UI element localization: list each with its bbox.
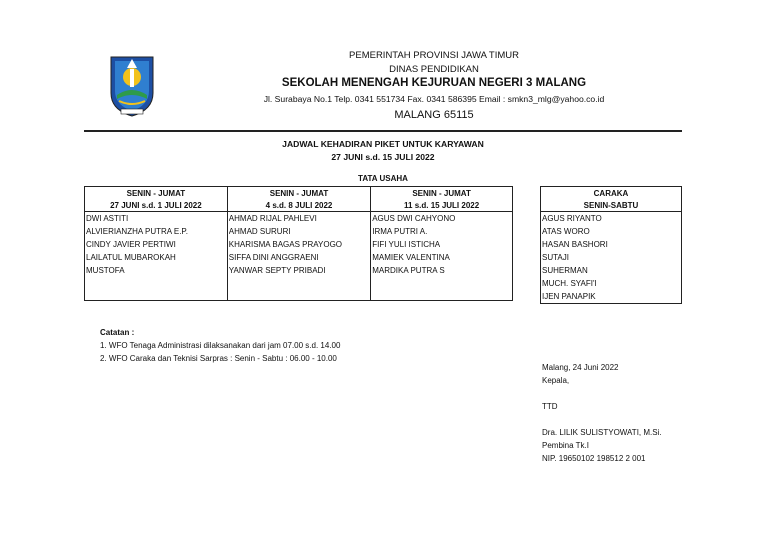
document-title: JADWAL KEHADIRAN PIKET UNTUK KARYAWAN	[282, 139, 484, 149]
list-item: IJEN PANAPIK	[542, 292, 596, 301]
list-item: SUTAJI	[542, 253, 569, 262]
list-item: LAILATUL MUBAROKAH	[86, 253, 176, 262]
list-item: AHMAD SURURI	[228, 227, 291, 236]
column-day-header: SENIN - JUMAT	[227, 187, 370, 200]
list-item: DWI ASTITI	[86, 214, 129, 223]
document-period: 27 JUNI s.d. 15 JULI 2022	[331, 152, 435, 162]
column-day-header: SENIN - JUMAT	[85, 187, 228, 200]
header-divider	[84, 130, 682, 132]
column-date-header: 4 s.d. 8 JULI 2022	[227, 199, 370, 212]
note-item: 1. WFO Tenaga Administrasi dilaksanakan dari jam 07.00 s.d. 14.00	[100, 341, 341, 350]
header-government: PEMERINTAH PROVINSI JAWA TIMUR	[349, 50, 519, 61]
header-agency: DINAS PENDIDIKAN	[389, 64, 479, 75]
notes-section	[100, 326, 340, 365]
list-item: MUSTOFA	[86, 266, 125, 275]
signature-name: Dra. LILIK SULISTYOWATI, M.Si.	[542, 428, 662, 437]
signature-place-date: Malang, 24 Juni 2022	[542, 363, 619, 372]
signature-role: Kepala,	[542, 376, 570, 385]
list-item: KHARISMA BAGAS PRAYOGO	[228, 240, 343, 249]
signature-ttd: TTD	[542, 402, 558, 411]
list-item: MARDIKA PUTRA S	[372, 266, 445, 275]
list-item: ATAS WORO	[542, 227, 590, 236]
list-item: YANWAR SEPTY PRIBADI	[228, 266, 326, 275]
list-item: ALVIERIANZHA PUTRA E.P.	[86, 227, 188, 236]
list-item: FIFI YULI ISTICHA	[372, 240, 441, 249]
caraka-title-header: CARAKA	[541, 187, 682, 200]
column-day-header: SENIN - JUMAT	[371, 187, 513, 200]
list-item: AGUS DWI CAHYONO	[372, 214, 456, 223]
list-item: MUCH. SYAFI'I	[542, 279, 597, 288]
week3-names-cell	[371, 212, 513, 301]
list-item: AHMAD RIJAL PAHLEVI	[228, 214, 317, 223]
week1-names-cell	[85, 212, 228, 301]
header-school-name: SEKOLAH MENENGAH KEJURUAN NEGERI 3 MALANG	[281, 77, 587, 89]
week2-names-cell	[227, 212, 370, 301]
list-item: MAMIEK VALENTINA	[372, 253, 450, 262]
list-item: AGUS RIYANTO	[542, 214, 602, 223]
note-item: 2. WFO Caraka dan Teknisi Sarpras : Senin - Sabtu : 06.00 - 10.00	[100, 354, 337, 363]
caraka-schedule-table	[540, 186, 682, 304]
column-date-header: 11 s.d. 15 JULI 2022	[371, 199, 513, 212]
list-item: SUHERMAN	[542, 266, 588, 275]
list-item: SIFFA DINI ANGGRAENI	[228, 253, 319, 262]
list-item: HASAN BASHORI	[542, 240, 608, 249]
section-title: TATA USAHA	[358, 174, 408, 183]
signature-rank: Pembina Tk.I	[542, 441, 589, 450]
caraka-names-cell	[541, 212, 682, 304]
header-city: MALANG 65115	[394, 109, 474, 121]
caraka-days-header: SENIN-SABTU	[541, 199, 682, 212]
list-item: CINDY JAVIER PERTIWI	[86, 240, 176, 249]
signature-nip: NIP. 19650102 198512 2 001	[542, 454, 646, 463]
notes-title: Catatan :	[100, 328, 135, 337]
list-item: IRMA PUTRI A.	[372, 227, 428, 236]
tata-usaha-schedule-table	[84, 186, 513, 301]
column-date-header: 27 JUNI s.d. 1 JULI 2022	[85, 199, 228, 212]
header-address: Jl. Surabaya No.1 Telp. 0341 551734 Fax. 0341 586395 Email : smkn3_mlg@yahoo.co.id	[263, 94, 605, 104]
